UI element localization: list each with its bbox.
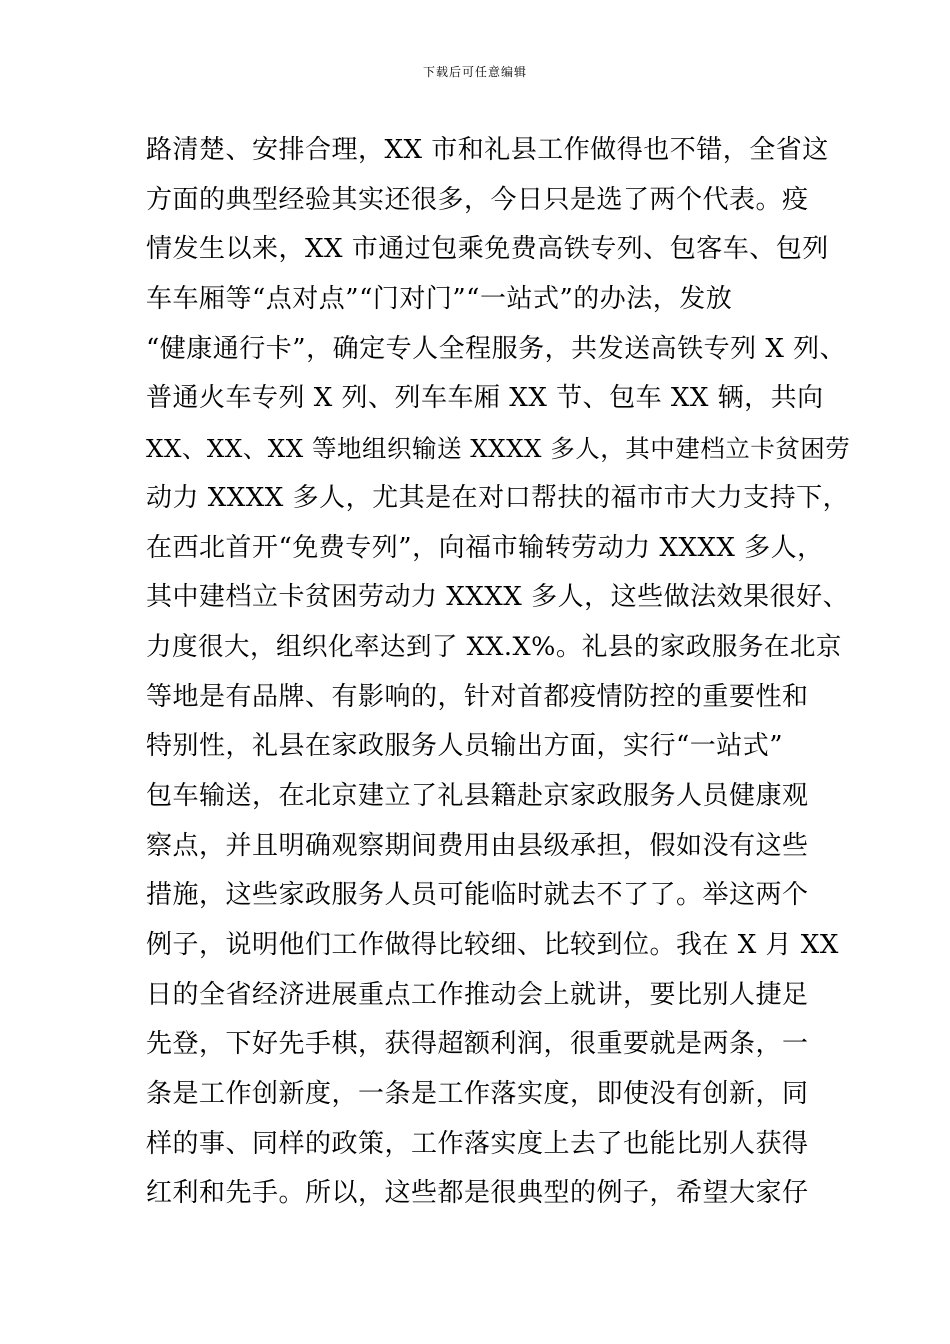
page-header-note: 下载后可任意编辑 [422,65,527,79]
text-line: 方面的典型经验其实还很多，今日只是选了两个代表。疫 [146,184,809,215]
text-line: 情发生以来，XX 市通过包乘免费高铁专列、包客车、包列 [146,234,829,265]
text-line: 动力 XXXX 多人，尤其是在对口帮扶的福市市大力支持下， [146,482,850,513]
text-line: 其中建档立卡贫困劳动力 XXXX 多人，这些做法效果很好、 [146,582,850,613]
text-line: 路清楚、安排合理，XX 市和礼县工作做得也不错，全省这 [146,135,829,165]
text-line: 红利和先手。所以，这些都是很典型的例子，希望大家仔 [146,1178,809,1209]
text-line: 等地是有品牌、有影响的，针对首都疫情防控的重要性和 [146,681,809,712]
text-line: 措施，这些家政服务人员可能临时就去不了了。举这两个 [146,880,809,911]
text-line: 车车厢等“点对点”“门对门”“一站式”的办法，发放 [146,284,733,315]
text-line: 力度很大，组织化率达到了 XX.X%。礼县的家政服务在北京 [146,631,842,662]
text-line: 在西北首开“免费专列”，向福市输转劳动力 XXXX 多人， [146,532,824,563]
text-line: 包车输送，在北京建立了礼县籍赴京家政服务人员健康观 [146,780,809,811]
text-line: 例子，说明他们工作做得比较细、比较到位。我在 X 月 XX [146,930,839,960]
text-line: 特别性，礼县在家政服务人员输出方面，实行“一站式” [146,731,784,762]
text-line: 日的全省经济进展重点工作推动会上就讲，要比别人捷足 [146,979,809,1010]
document-body [146,126,851,1219]
text-line: 样的事、同样的政策，工作落实度上去了也能比别人获得 [146,1128,809,1159]
text-line: “健康通行卡”，确定专人全程服务，共发送高铁专列 X 列、 [146,333,847,364]
text-line: 普通火车专列 X 列、列车车厢 XX 节、包车 XX 辆，共向 [146,383,824,414]
text-line: 先登，下好先手棋，获得超额利润，很重要就是两条，一 [146,1029,809,1060]
text-line: 察点，并且明确观察期间费用由县级承担，假如没有这些 [146,830,809,861]
text-line: XX、XX、XX 等地组织输送 XXXX 多人，其中建档立卡贫困劳 [146,434,851,464]
text-line: 条是工作创新度，一条是工作落实度，即使没有创新，同 [146,1079,809,1110]
